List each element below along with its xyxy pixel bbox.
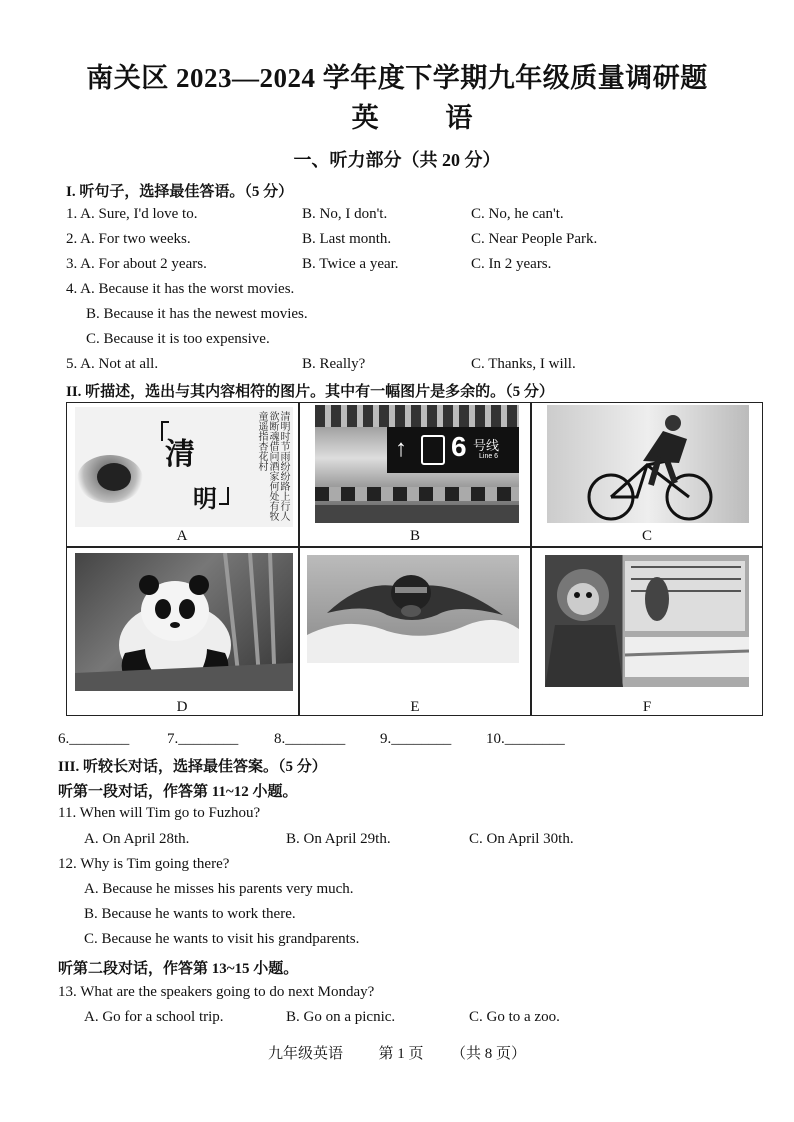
- q13-option-c: C. Go to a zoo.: [469, 1009, 560, 1025]
- caption-b: B: [409, 528, 420, 544]
- q11-option-a: A. On April 28th.: [84, 831, 190, 847]
- section2-heading: II. 听描述，选出与其内容相符的图片。其中有一幅图片是多余的。（5 分）: [66, 384, 554, 400]
- answer-blank-6[interactable]: 6.________: [58, 731, 130, 747]
- subject-title: 英 语: [351, 103, 503, 133]
- section1-heading: I. 听句子，选择最佳答语。（5 分）: [66, 184, 294, 200]
- picture-a-qingming: 清 明 清明时节雨纷纷路上行人欲断魂借问酒家何处有牧童遥指杏花村: [75, 407, 293, 527]
- picture-c-cyclist: [547, 405, 749, 523]
- q1-option-a: 1. A. Sure, I'd love to.: [66, 206, 198, 222]
- q11-option-b: B. On April 29th.: [286, 831, 391, 847]
- caption-e: E: [410, 699, 420, 715]
- q11-option-c: C. On April 30th.: [469, 831, 574, 847]
- q2-option-b: B. Last month.: [302, 231, 392, 247]
- q3-option-c: C. In 2 years.: [471, 256, 552, 272]
- q5-option-a: 5. A. Not at all.: [66, 356, 159, 372]
- answer-blank-7[interactable]: 7.________: [167, 731, 239, 747]
- qingming-poem: 清明时节雨纷纷路上行人欲断魂借问酒家何处有牧童遥指杏花村: [256, 411, 289, 521]
- answer-blank-8[interactable]: 8.________: [274, 731, 346, 747]
- picture-grid: [66, 402, 763, 716]
- caption-c: C: [641, 528, 652, 544]
- q3-option-b: B. Twice a year.: [302, 256, 399, 272]
- part-heading: 一、听力部分（共 20 分）: [293, 150, 501, 170]
- q13-option-b: B. Go on a picnic.: [286, 1009, 396, 1025]
- q13-option-a: A. Go for a school trip.: [84, 1009, 224, 1025]
- dialog1-instruction: 听第一段对话，作答第 11~12 小题。: [58, 784, 298, 800]
- q5-option-b: B. Really?: [302, 356, 366, 372]
- caption-d: D: [176, 699, 188, 715]
- picture-f-monkey-king: [545, 555, 749, 687]
- picture-b-subway: ↑ 6 号线 Line 6: [315, 405, 519, 523]
- q12-option-c: C. Because he wants to visit his grandparents.: [84, 931, 360, 947]
- picture-e-swimmer: [307, 555, 519, 663]
- page-footer: [0, 1042, 794, 1063]
- footer-total: （共 8 页）: [451, 1046, 527, 1062]
- q13-stem: 13. What are the speakers going to do next Monday?: [58, 984, 375, 1000]
- q12-option-b: B. Because he wants to work there.: [84, 906, 296, 922]
- q4-option-b: B. Because it has the newest movies.: [86, 306, 308, 322]
- q12-stem: 12. Why is Tim going there?: [58, 856, 230, 872]
- q5-option-c: C. Thanks, I will.: [471, 356, 576, 372]
- picture-d-panda: [75, 553, 293, 691]
- q2-option-a: 2. A. For two weeks.: [66, 231, 191, 247]
- q12-option-a: A. Because he misses his parents very much.: [84, 881, 354, 897]
- q3-option-a: 3. A. For about 2 years.: [66, 256, 207, 272]
- q1-option-b: B. No, I don't.: [302, 206, 388, 222]
- q4-option-c: C. Because it is too expensive.: [86, 331, 270, 347]
- q11-stem: 11. When will Tim go to Fuzhou?: [58, 805, 261, 821]
- answer-blank-10[interactable]: 10.________: [486, 731, 565, 747]
- footer-grade: 九年级英语: [267, 1046, 343, 1062]
- section3-heading: III. 听较长对话，选择最佳答案。（5 分）: [58, 759, 327, 775]
- answer-blank-9[interactable]: 9.________: [380, 731, 452, 747]
- q1-option-c: C. No, he can't.: [471, 206, 564, 222]
- caption-f: F: [642, 699, 652, 715]
- dialog2-instruction: 听第二段对话，作答第 13~15 小题。: [58, 961, 299, 977]
- q4-option-a: 4. A. Because it has the worst movies.: [66, 281, 295, 297]
- q2-option-c: C. Near People Park.: [471, 231, 598, 247]
- exam-title: 南关区 2023—2024 学年度下学期九年级质量调研题: [86, 63, 708, 93]
- caption-a: A: [176, 528, 188, 544]
- footer-page: 第 1 页: [378, 1046, 424, 1062]
